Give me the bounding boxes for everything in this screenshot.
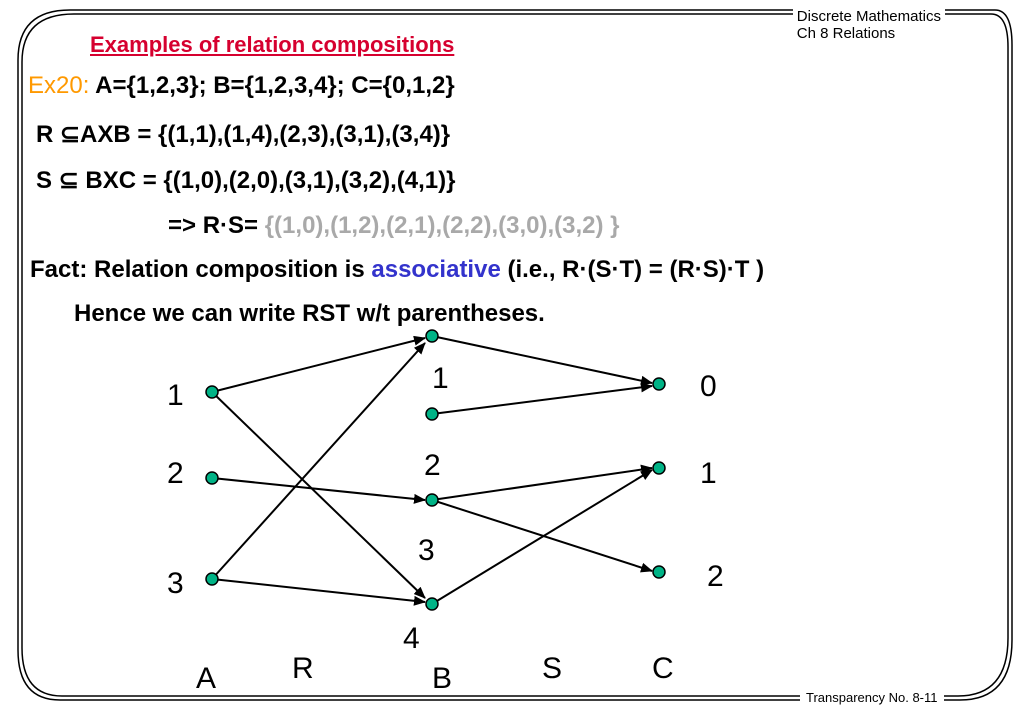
edge-s-2-0	[432, 386, 652, 414]
composition-value: {(1,0),(1,2),(2,1),(2,2),(3,0),(3,2) }	[264, 212, 620, 239]
edges-r	[212, 338, 425, 602]
edges-s	[432, 336, 652, 604]
slide-footer: Transparency No. 8-11	[800, 690, 944, 705]
edge-r-1-1	[212, 338, 425, 392]
set-label-c: C	[652, 652, 674, 685]
node-c-0	[653, 378, 665, 390]
fact-keyword: associative	[371, 256, 501, 283]
label-a-2: 2	[167, 457, 184, 490]
node-c-1	[653, 462, 665, 474]
edge-s-4-1	[432, 470, 652, 604]
label-b-1: 1	[432, 362, 449, 395]
example-label: Ex20:	[28, 72, 90, 99]
relation-r-name: R	[36, 121, 54, 148]
label-c-2: 2	[707, 560, 724, 593]
set-label-b: B	[432, 662, 453, 695]
node-a-1	[206, 386, 218, 398]
edge-s-3-2	[432, 500, 652, 571]
node-b-3	[426, 494, 438, 506]
relation-label-r: R	[292, 652, 314, 685]
set-label-a: A	[196, 662, 217, 695]
course-name: Discrete Mathematics	[796, 8, 941, 25]
relation-r-definition: AXB = {(1,1),(1,4),(2,3),(3,1),(3,4)}	[80, 121, 451, 148]
nodes-c	[653, 378, 665, 578]
fact-prefix: Fact: Relation composition is	[30, 256, 365, 283]
edge-r-3-1	[212, 343, 425, 579]
fact-line-2: Hence we can write RST w/t parentheses.	[74, 300, 545, 327]
label-a-3: 3	[167, 567, 184, 600]
node-b-4	[426, 598, 438, 610]
composition-prefix: => R·S=	[168, 212, 259, 239]
node-a-2	[206, 472, 218, 484]
subset-symbol: ⊆	[60, 121, 81, 148]
chapter-name: Ch 8 Relations	[796, 25, 896, 42]
nodes-a	[206, 386, 218, 585]
edge-r-3-4	[212, 579, 425, 602]
node-b-1	[426, 330, 438, 342]
fact-suffix: (i.e., R·(S·T) = (R·S)·T )	[507, 256, 765, 283]
subset-symbol: ⊆	[58, 167, 79, 194]
label-b-2: 2	[424, 449, 441, 482]
edge-r-2-3	[212, 478, 425, 500]
relation-s-definition: BXC = {(1,0),(2,0),(3,1),(3,2),(4,1)}	[85, 167, 456, 194]
label-b-4: 4	[403, 622, 420, 655]
edge-s-3-1	[432, 468, 652, 500]
node-b-2	[426, 408, 438, 420]
example-sets: A={1,2,3}; B={1,2,3,4}; C={0,1,2}	[95, 72, 455, 99]
edge-s-1-0	[432, 336, 652, 383]
label-c-0: 0	[700, 370, 717, 403]
relation-s-name: S	[36, 167, 53, 194]
node-c-2	[653, 566, 665, 578]
label-c-1: 1	[700, 457, 717, 490]
node-a-3	[206, 573, 218, 585]
label-a-1: 1	[167, 379, 184, 412]
slide-title: Examples of relation compositions	[90, 32, 455, 57]
edge-r-1-4	[212, 392, 425, 598]
relation-label-s: S	[542, 652, 563, 685]
label-b-3: 3	[418, 534, 435, 567]
